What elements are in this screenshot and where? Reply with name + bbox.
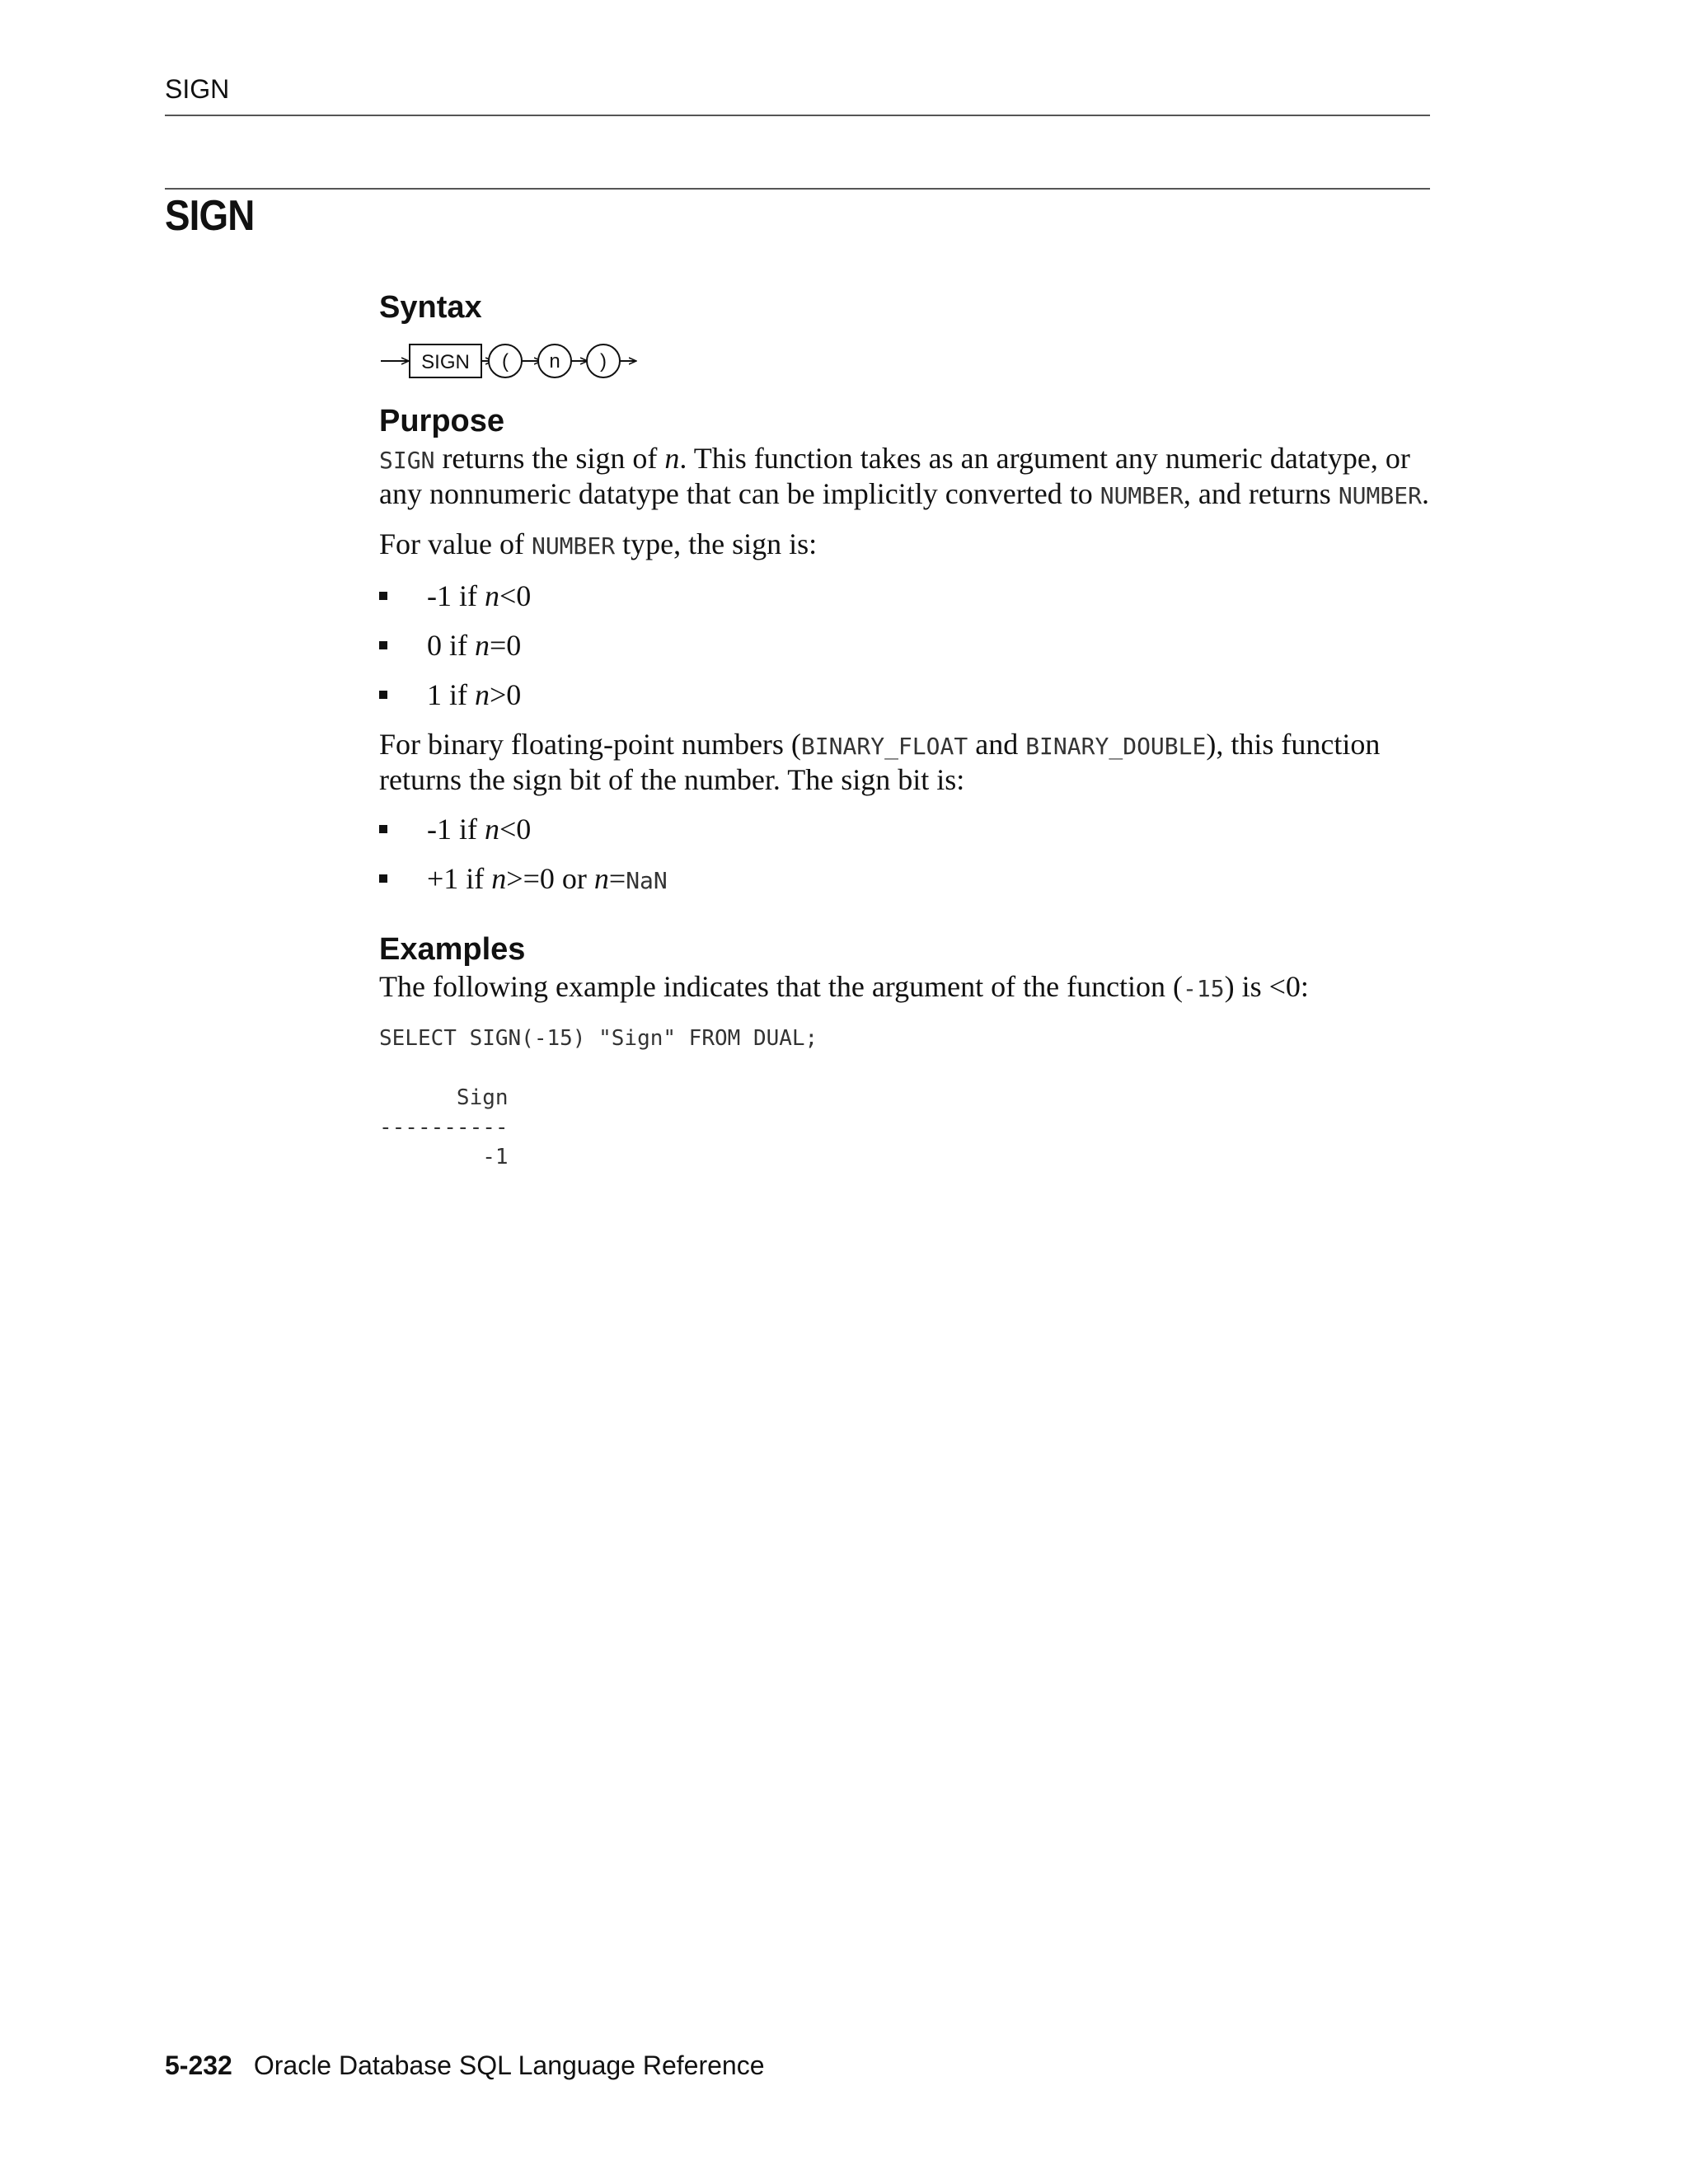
code-sign: SIGN <box>379 447 435 474</box>
code-minus-15: -15 <box>1183 975 1225 1002</box>
syntax-argument: n <box>549 350 560 373</box>
examples-heading: Examples <box>379 932 526 967</box>
code-number: NUMBER <box>1100 482 1184 509</box>
bullet-icon <box>379 592 387 600</box>
example-paragraph: The following example indicates that the argument of the function (-15) is <0: <box>379 970 1309 1003</box>
bullet-icon <box>379 874 387 883</box>
footer-page-number: 5-232 <box>165 2050 232 2080</box>
code-nan: NaN <box>626 867 668 894</box>
sign-bit-list <box>379 813 1442 898</box>
list-item: -1 if n<0 <box>379 813 1442 846</box>
page-title: SIGN <box>165 192 255 240</box>
binary-float-paragraph: For binary floating-point numbers (BINARY_FLOAT and BINARY_DOUBLE), this function returns the sign bit of the number. The sign bit is: <box>379 728 1381 796</box>
main-content <box>379 288 1442 1172</box>
syntax-keyword: SIGN <box>421 351 470 373</box>
bullet-icon <box>379 825 387 833</box>
list-item: -1 if n<0 <box>379 579 1442 612</box>
list-item: 1 if n>0 <box>379 678 1442 711</box>
purpose-paragraph: SIGN returns the sign of n. This function takes as an argument any numeric datatype, or any nonnumeric datatype that can be implicitly converted to NUMBER, and returns NUMBER. <box>379 442 1429 510</box>
italic-n: n <box>664 442 680 475</box>
example-code-block: SELECT SIGN(-15) "Sign" FROM DUAL; Sign ---------- -1 <box>379 1026 818 1169</box>
syntax-diagram <box>379 338 643 384</box>
syntax-heading: Syntax <box>379 290 482 325</box>
page-footer <box>165 2050 765 2081</box>
code-number: NUMBER <box>1338 482 1422 509</box>
footer-book-title: Oracle Database SQL Language Reference <box>253 2050 765 2080</box>
bullet-icon <box>379 641 387 649</box>
title-rule <box>165 188 1430 190</box>
code-number: NUMBER <box>531 532 616 560</box>
code-binary-float: BINARY_FLOAT <box>800 733 968 760</box>
running-header: SIGN <box>165 74 230 104</box>
syntax-open-paren: ( <box>502 350 509 373</box>
number-type-paragraph: For value of NUMBER type, the sign is: <box>379 527 818 560</box>
number-sign-list <box>379 579 1442 711</box>
list-item: 0 if n=0 <box>379 629 1442 662</box>
code-binary-double: BINARY_DOUBLE <box>1025 733 1207 760</box>
purpose-heading: Purpose <box>379 404 505 438</box>
syntax-close-paren: ) <box>600 350 607 373</box>
list-item: +1 if n>=0 or n=NaN <box>379 862 1442 898</box>
header-rule <box>165 115 1430 116</box>
bullet-icon <box>379 691 387 699</box>
